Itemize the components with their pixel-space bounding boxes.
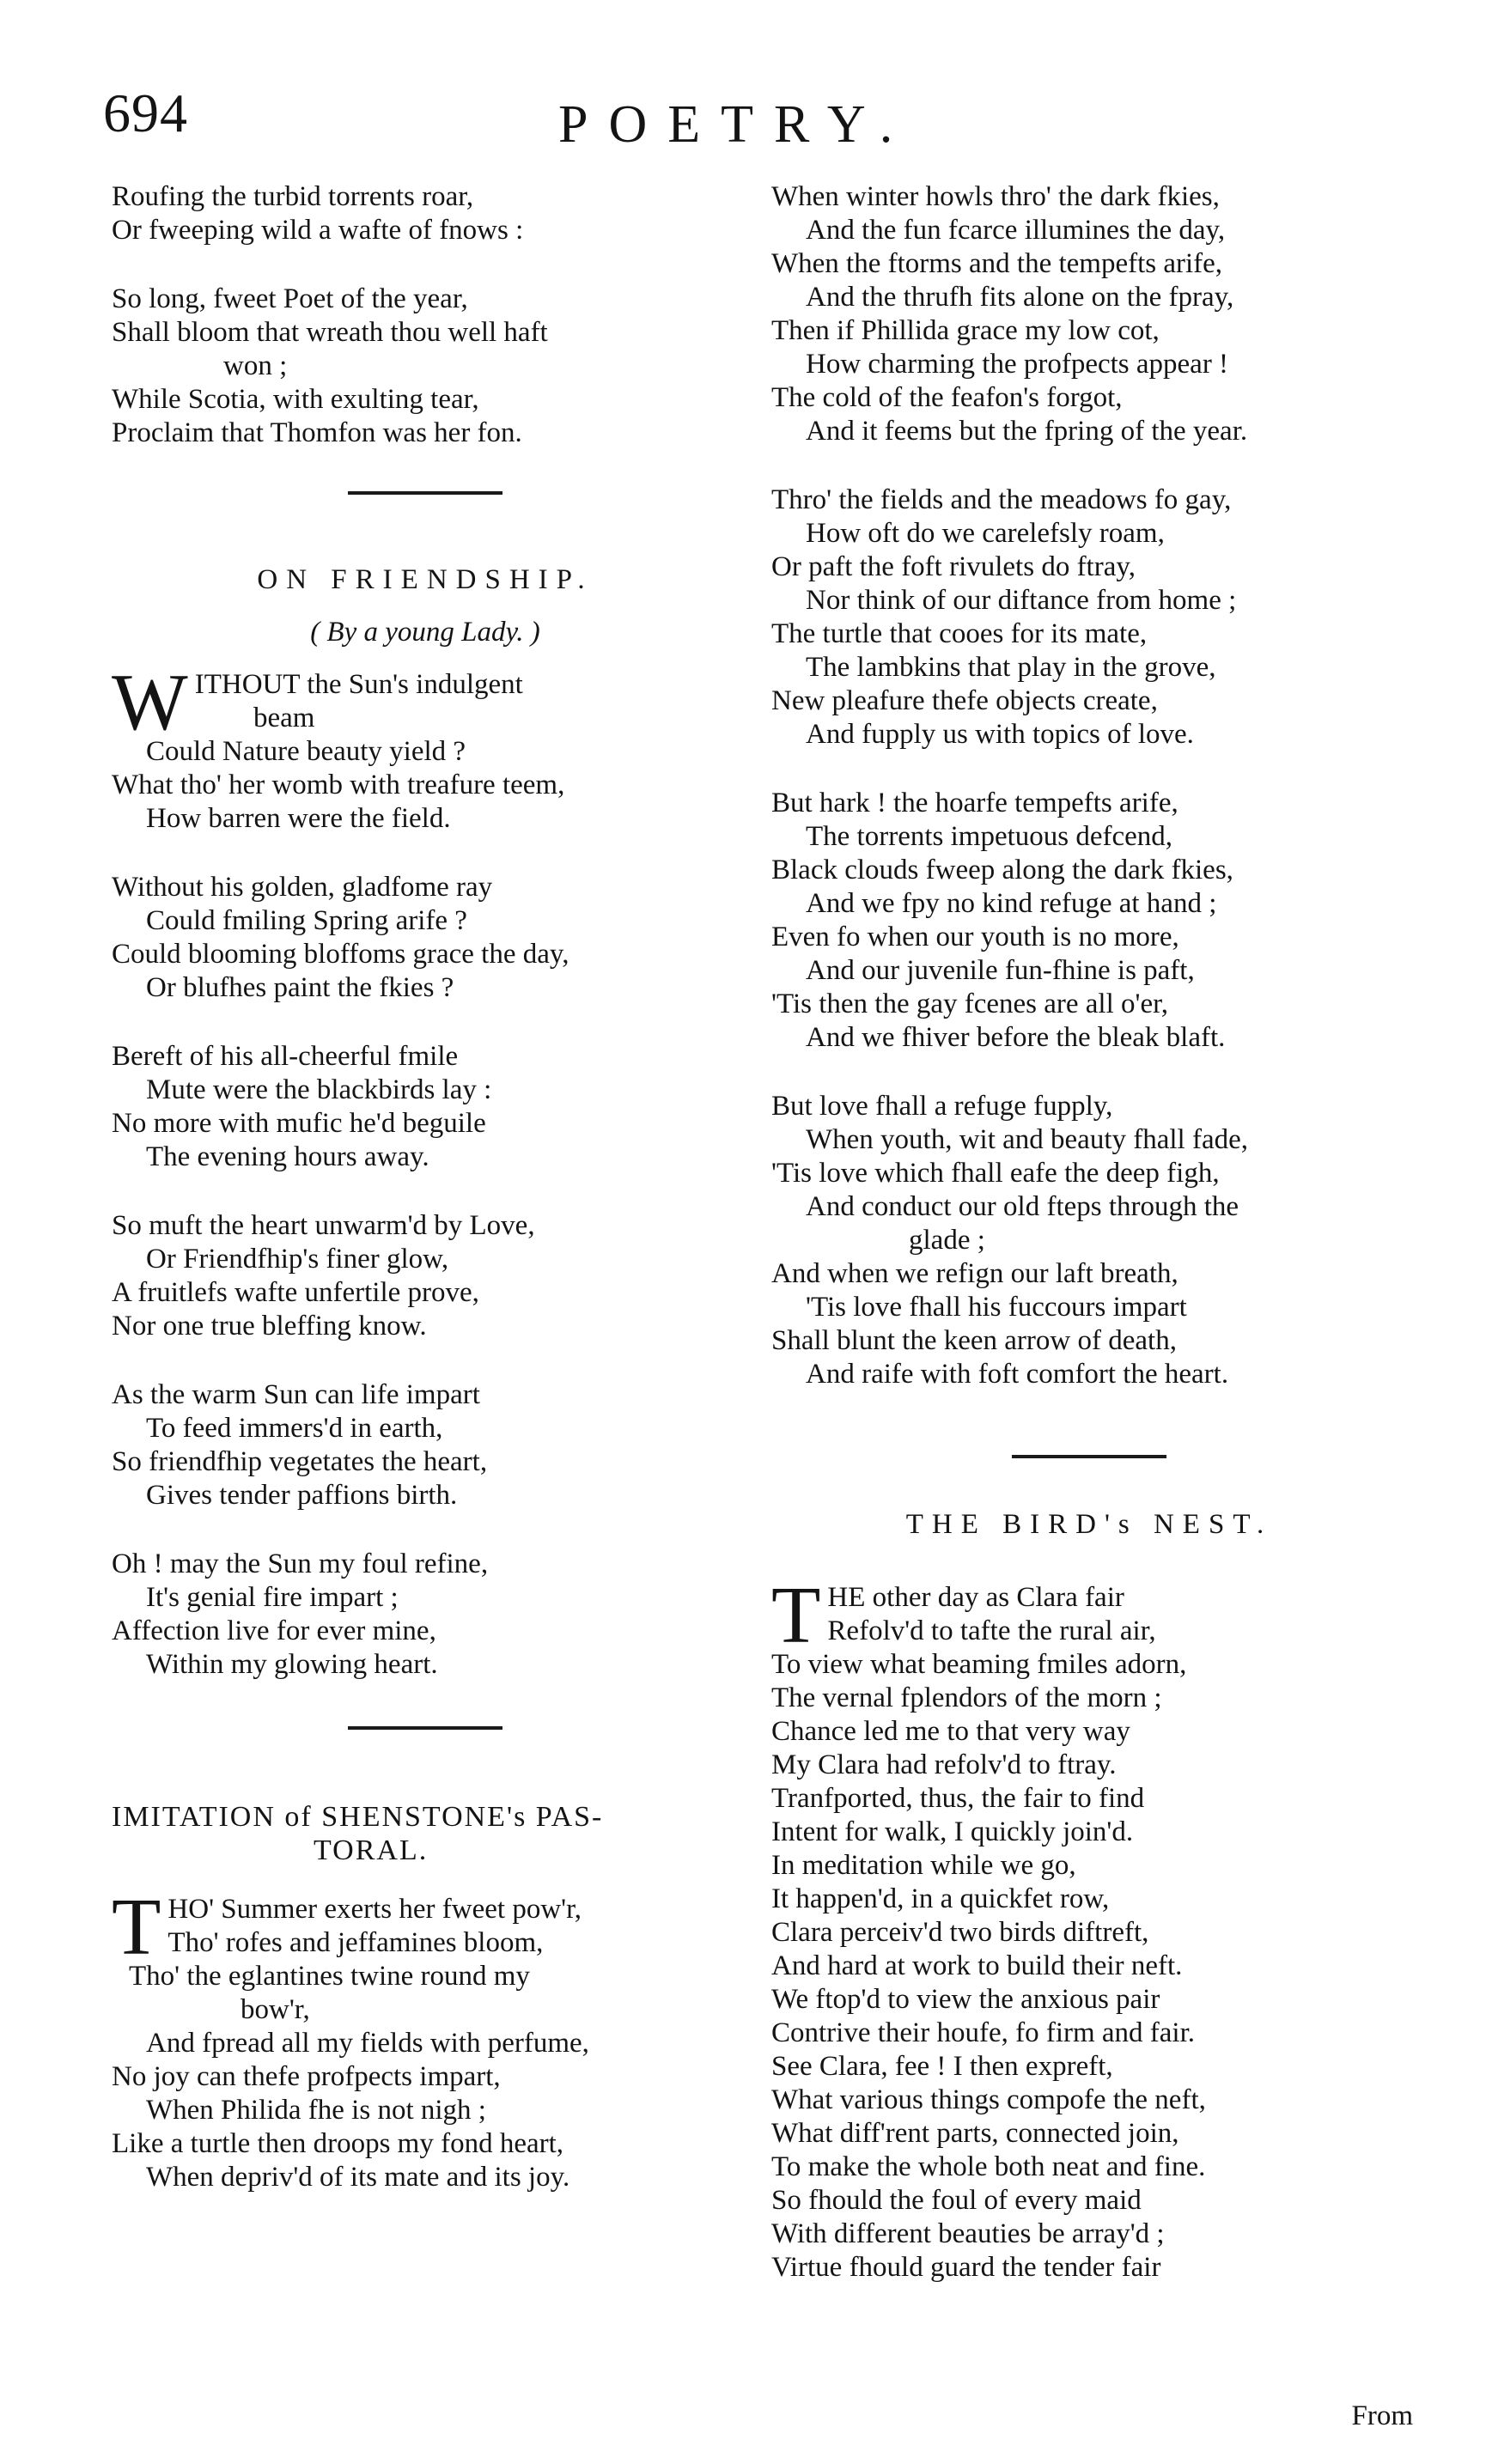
poem-line: Or fweeping wild a wafte of fnows : (112, 215, 524, 246)
poem-line: And we fpy no kind refuge at hand ; (806, 888, 1217, 919)
poem-line: The cold of the feafon's forgot, (771, 382, 1123, 413)
poem-line: HE other day as Clara fair (827, 1582, 1124, 1613)
poem-line: Tho' the eglantines twine round my (129, 1961, 530, 1992)
poem-line: Chance led me to that very way (771, 1716, 1130, 1747)
poem-line: The vernal fplendors of the morn ; (771, 1682, 1162, 1713)
stanza (771, 484, 1407, 751)
poem-line: And hard at work to build their neft. (771, 1950, 1183, 1981)
poem-line: And we fhiver before the bleak blaft. (806, 1022, 1226, 1053)
poem-line: How oft do we carelefsly roam, (806, 518, 1165, 549)
poem-line: beam (253, 703, 315, 733)
stanza (112, 180, 739, 247)
poem-line: With different beauties be array'd ; (771, 2218, 1165, 2249)
poem-line: The lambkins that play in the grove, (806, 652, 1216, 683)
poem-line: How barren were the field. (146, 803, 451, 834)
poem-title-line: IMITATION of SHENSTONE's PAS- (112, 1801, 604, 1833)
poem-line: Shall blunt the keen arrow of death, (771, 1325, 1177, 1356)
stanza (112, 658, 739, 836)
poem-line: Tranfported, thus, the fair to find (771, 1783, 1145, 1814)
stanza (112, 1378, 739, 1512)
poem-title (112, 1800, 739, 1867)
poem-line: Even fo when our youth is no more, (771, 922, 1179, 952)
poem-line: Oh ! may the Sun my foul refine, (112, 1548, 489, 1579)
poem-line: Black clouds fweep along the dark fkies, (771, 855, 1233, 885)
poem-line: Then if Phillida grace my low cot, (771, 315, 1160, 346)
poem-line: Refolv'd to tafte the rural air, (827, 1615, 1156, 1646)
stanza (112, 1548, 739, 1682)
poem-line: Could Nature beauty yield ? (146, 736, 466, 767)
poem-line: Shall bloom that wreath thou well haft (112, 317, 548, 348)
poem-line: Tho' rofes and jeffamines bloom, (167, 1927, 544, 1958)
poem-line: bow'r, (241, 1994, 310, 2025)
poem-line: But love fhall a refuge fupply, (771, 1091, 1113, 1122)
poem-line: Virtue fhould guard the tender fair (771, 2252, 1161, 2283)
poem-line: HO' Summer exerts her fweet pow'r, (167, 1894, 582, 1925)
page-number: 694 (103, 82, 188, 143)
poem-line: won ; (223, 350, 288, 381)
poem-line: And conduct our old fteps through the (806, 1191, 1239, 1222)
running-head: POETRY. (558, 95, 914, 154)
poem-line: While Scotia, with exulting tear, (112, 384, 479, 415)
poem-line: Nor one true bleffing know. (112, 1311, 427, 1342)
poem-line: And it feems but the fpring of the year. (806, 416, 1248, 447)
poem-line: Thro' the fields and the meadows fo gay, (771, 484, 1232, 515)
poem-line: The torrents impetuous defcend, (806, 821, 1173, 852)
stanza (771, 180, 1407, 448)
poem-line: Nor think of our diftance from home ; (806, 585, 1237, 616)
poem-title: ON FRIENDSHIP. (257, 564, 594, 595)
poem-line: And our juvenile fun-fhine is paft, (806, 955, 1195, 986)
poem-line: When the ftorms and the tempefts arife, (771, 248, 1223, 279)
drop-cap: T (112, 1883, 161, 1972)
catchword: From (1351, 2400, 1413, 2431)
stanza (771, 787, 1407, 1055)
poem-line: Proclaim that Thomfon was her fon. (112, 417, 522, 448)
poem-line: Mute were the blackbirds lay : (146, 1074, 492, 1105)
poem-line: When winter howls thro' the dark fkies, (771, 181, 1220, 212)
poem-line: glade ; (909, 1225, 985, 1256)
poem-line: Or paft the foft rivulets do ftray, (771, 551, 1136, 582)
poem-line: How charming the profpects appear ! (806, 349, 1229, 380)
poem-line: No joy can thefe profpects impart, (112, 2061, 501, 2092)
stanza (112, 1209, 739, 1343)
poem-line: But hark ! the hoarfe tempefts arife, (771, 788, 1178, 818)
poem-line: When youth, wit and beauty fhall fade, (806, 1124, 1248, 1155)
poem-byline: ( By a young Lady. ) (310, 617, 540, 648)
poem-line: No more with mufic he'd beguile (112, 1108, 486, 1139)
poem-line: Bereft of his all-cheerful fmile (112, 1041, 459, 1072)
poem-line: Intent for walk, I quickly join'd. (771, 1816, 1134, 1847)
poem-line: And the thrufh fits alone on the fpray, (806, 282, 1234, 313)
poem-line: To view what beaming fmiles adorn, (771, 1649, 1187, 1680)
poem-line: Or Friendfhip's finer glow, (146, 1244, 449, 1275)
poem-line: Roufing the turbid torrents roar, (112, 181, 474, 212)
drop-cap: W (112, 658, 188, 747)
poem-line: Affection live for ever mine, (112, 1615, 436, 1646)
poem-line: Contrive their houfe, fo firm and fair. (771, 2017, 1196, 2048)
poem-line: Clara perceiv'd two birds diftreft, (771, 1917, 1149, 1948)
poem-line: So muft the heart unwarm'd by Love, (112, 1210, 535, 1241)
poem-line: It's genial fire impart ; (146, 1582, 399, 1613)
poem-line: So friendfhip vegetates the heart, (112, 1446, 488, 1477)
poem-line: In meditation while we go, (771, 1850, 1076, 1881)
stanza (112, 283, 739, 450)
poem-line: When depriv'd of its mate and its joy. (146, 2162, 570, 2193)
poem-line: 'Tis then the gay fcenes are all o'er, (771, 989, 1169, 1019)
poem-line: Like a turtle then droops my fond heart, (112, 2128, 564, 2159)
poem-line: My Clara had refolv'd to ftray. (771, 1749, 1117, 1780)
poem-line: And when we refign our laft breath, (771, 1258, 1178, 1289)
drop-cap: T (771, 1571, 821, 1660)
right-column (771, 180, 1407, 2285)
poem-line: To feed immers'd in earth, (146, 1413, 443, 1444)
poem-title-line: TORAL. (314, 1834, 429, 1866)
poem-line: 'Tis love fhall his fuccours impart (806, 1292, 1187, 1323)
stanza (112, 871, 739, 1005)
stanza (771, 1090, 1407, 1391)
poem-line: Could blooming bloffoms grace the day, (112, 939, 569, 970)
poem-line: It happen'd, in a quickfet row, (771, 1883, 1110, 1914)
poem-title: THE BIRD's NEST. (905, 1509, 1273, 1540)
poem-line: The turtle that cooes for its mate, (771, 618, 1148, 649)
stanza (112, 1883, 739, 2194)
stanza (771, 1571, 1407, 2285)
poem-line: And raife with foft comfort the heart. (806, 1359, 1229, 1390)
poem-line: The evening hours away. (146, 1141, 429, 1172)
poem-line: A fruitlefs wafte unfertile prove, (112, 1277, 479, 1308)
left-column (112, 180, 739, 2194)
poem-line: Could fmiling Spring arife ? (146, 905, 467, 936)
poem-line: As the warm Sun can life impart (112, 1379, 480, 1410)
poem-line: So fhould the foul of every maid (771, 2185, 1142, 2216)
poem-line: So long, fweet Poet of the year, (112, 283, 468, 314)
poem-line: New pleafure thefe objects create, (771, 685, 1158, 716)
poem-line: What tho' her womb with treafure teem, (112, 770, 565, 800)
poem-line: To make the whole both neat and fine. (771, 2151, 1206, 2182)
poem-line: And the fun fcarce illumines the day, (806, 215, 1226, 246)
poem-line: Within my glowing heart. (146, 1649, 438, 1680)
poem-line: Without his golden, gladfome ray (112, 872, 493, 903)
poem-line: Or blufhes paint the fkies ? (146, 972, 454, 1003)
poem-line: 'Tis love which fhall eafe the deep figh, (771, 1158, 1220, 1189)
poem-line: See Clara, fee ! I then expreft, (771, 2051, 1113, 2082)
stanza (112, 1040, 739, 1174)
poem-line: What various things compofe the neft, (771, 2084, 1206, 2115)
poem-line: What diff'rent parts, connected join, (771, 2118, 1179, 2149)
poem-line: When Philida fhe is not nigh ; (146, 2095, 486, 2126)
poem-line: We ftop'd to view the anxious pair (771, 1984, 1160, 2015)
poem-line: Gives tender paffions birth. (146, 1480, 458, 1511)
poem-line: And fpread all my fields with perfume, (146, 2028, 589, 2059)
poem-line: And fupply us with topics of love. (806, 719, 1194, 750)
poem-line: ITHOUT the Sun's indulgent (194, 669, 523, 700)
